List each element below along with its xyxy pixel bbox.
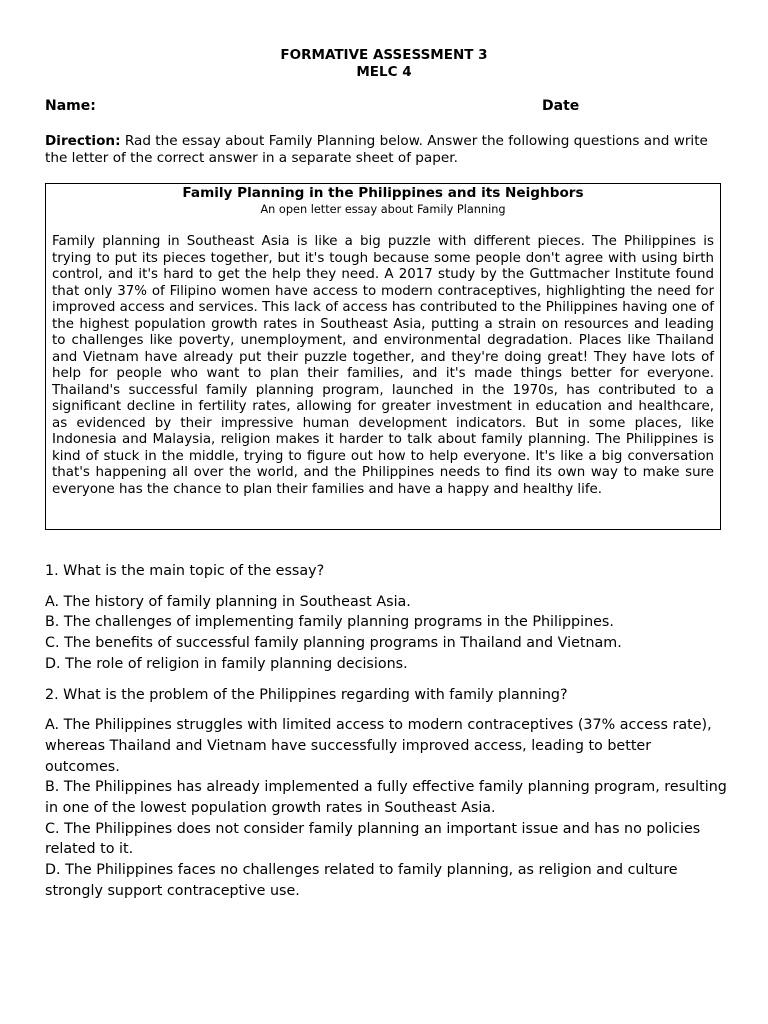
direction-label: Direction: <box>45 133 121 149</box>
direction-text: Rad the essay about Family Planning below. Answer the following questions and write the letter of the correct answer in a separate sheet of paper. <box>45 133 708 166</box>
option-c: C. The Philippines does not consider family planning an important issue and has no policies related to it. <box>45 820 701 858</box>
question-stem: 1. What is the main topic of the essay? <box>45 563 325 579</box>
option-d: D. The Philippines faces no challenges related to family planning, as religion and culture strongly support contraceptive use. <box>45 862 678 899</box>
option-a: A. The history of family planning in Southeast Asia. <box>45 593 411 610</box>
option-b: B. The Philippines has already implemented a fully effective family planning program, resulting in one of the lowest population growth rates in Southeast Asia. <box>45 779 727 817</box>
essay-title: Family Planning in the Philippines and its Neighbors <box>182 185 584 201</box>
name-label: Name: <box>45 98 96 114</box>
date-label: Date <box>542 98 580 114</box>
question-options <box>45 592 730 675</box>
direction-paragraph <box>45 133 725 166</box>
option-c: C. The benefits of successful family planning programs in Thailand and Vietnam. <box>45 635 622 652</box>
melc-subtitle: MELC 4 <box>356 64 412 80</box>
assessment-title: FORMATIVE ASSESSMENT 3 <box>280 47 488 63</box>
essay-subtitle: An open letter essay about Family Planning <box>260 203 506 216</box>
question-options <box>45 715 730 901</box>
questions-section <box>45 561 730 912</box>
question-1 <box>45 561 730 675</box>
question-2 <box>45 685 730 902</box>
option-b: B. The challenges of implementing family planning programs in the Philippines. <box>45 614 614 631</box>
option-d: D. The role of religion in family planning decisions. <box>45 655 408 672</box>
option-a: A. The Philippines struggles with limited access to modern contraceptives (37% access rate), whereas Thailand and Vietnam have successfully improved access, leading to better outcomes. <box>45 717 712 775</box>
essay-body: Family planning in Southeast Asia is like a big puzzle with different pieces. The Philippines is trying to put its pieces together, but it's tough because some people don't agree with using birth control, and it's hard to get the help they need. A 2017 study by the Guttmacher Institute found that only 37% of Filipino women have access to modern contraceptives, highlighting the need for improved access and services. This lack of access has contributed to the Philippines having one of the highest population growth rates in Southeast Asia, putting a strain on resources and leading to challenges like poverty, unemployment, and environmental degradation. Places like Thailand and Vietnam have already put their puzzle together, and they're doing great! They have lots of help for people who want to plan their families, and it's made things better for everyone. Thailand's successful family planning program, launched in the 1970s, has contributed to a significant decline in fertility rates, allowing for greater investment in education and healthcare, as evidenced by their impressive human development indicators. But in some places, like Indonesia and Malaysia, religion makes it harder to talk about family planning. The Philippines is kind of stuck in the middle, trying to figure out how to help everyone. It's like a big conversation that's happening all over the world, and the Philippines needs to find its own way to make sure everyone has the chance to plan their families and have a happy and healthy life. <box>52 234 714 497</box>
question-stem: 2. What is the problem of the Philippines regarding with family planning? <box>45 686 568 703</box>
essay-box <box>45 183 721 530</box>
